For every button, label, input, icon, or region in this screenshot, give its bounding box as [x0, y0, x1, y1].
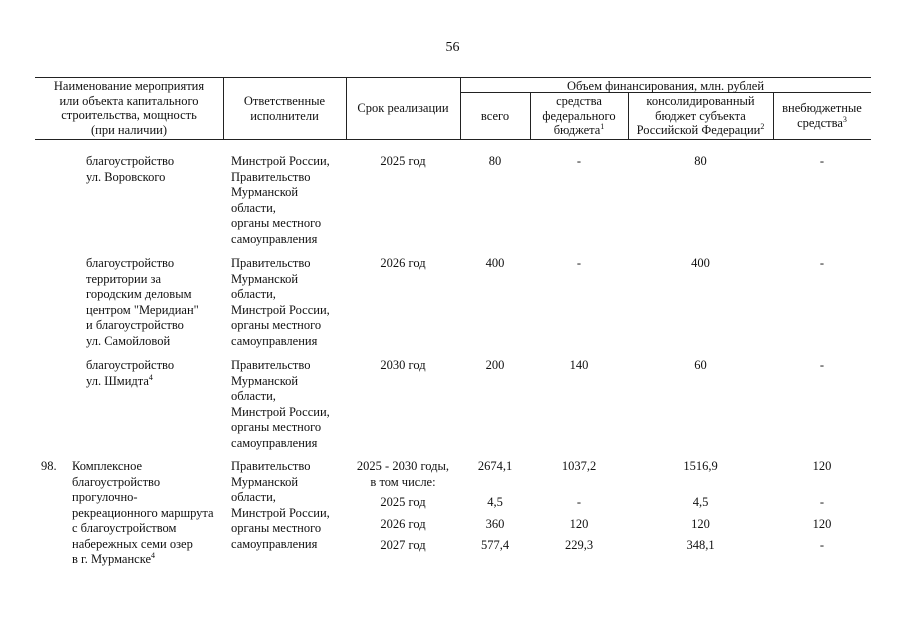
- footnote-mark: 1: [600, 121, 605, 131]
- text-line: прогулочно-: [72, 490, 138, 504]
- header-federal-col: [530, 94, 628, 138]
- header-text: или объекта капитального: [59, 93, 199, 108]
- text-line: территории за: [86, 271, 161, 286]
- text-line: ул. Самойловой: [86, 333, 171, 348]
- text-line: рекреационного маршрута: [72, 505, 214, 520]
- header-top-rule: [35, 77, 871, 78]
- text-line: Правительство: [231, 169, 311, 184]
- text-line: городским деловым: [86, 287, 192, 301]
- text-line: в том числе:: [370, 474, 436, 489]
- text-line: благоустройство: [86, 256, 175, 270]
- row-consolidated: 348,1: [686, 538, 715, 552]
- text-line: [72, 552, 227, 568]
- header-extrabudget-col: [773, 101, 871, 130]
- row-consolidated: 80: [694, 154, 707, 168]
- header-consolidated-col: [628, 94, 773, 138]
- text-line: органы местного: [231, 521, 322, 535]
- row-federal: 1037,2: [561, 459, 597, 473]
- row-executors: [231, 459, 346, 552]
- header-text: [773, 116, 871, 131]
- text-line: Мурманской: [231, 271, 299, 286]
- row-extrabudget: 120: [812, 459, 832, 473]
- row-term: 2026 год: [380, 256, 426, 270]
- text-line: области,: [231, 389, 276, 403]
- text-line: ул. Шмидта: [86, 373, 149, 388]
- row-name: [86, 256, 226, 349]
- row-name: [86, 154, 226, 185]
- row-extrabudget: -: [819, 495, 825, 509]
- header-text: [628, 123, 773, 138]
- header-text: консолидированный: [646, 94, 755, 108]
- text-line: набережных семи озер: [72, 536, 193, 551]
- header-text: [530, 123, 628, 138]
- row-total: 577,4: [480, 538, 510, 552]
- header-text: средства: [797, 115, 843, 130]
- text-line: Мурманской: [231, 474, 299, 489]
- row-consolidated: 120: [691, 517, 710, 531]
- header-bottom-rule: [35, 139, 871, 140]
- row-consolidated: 1516,9: [683, 459, 718, 473]
- text-line: самоуправления: [231, 536, 318, 551]
- row-total: 80: [488, 154, 502, 168]
- row-federal: -: [576, 256, 582, 270]
- text-line: Правительство: [231, 358, 311, 372]
- row-total: 200: [485, 358, 505, 372]
- row-total: 400: [485, 256, 505, 270]
- text-line: в г. Мурманске: [72, 552, 152, 566]
- header-funding-group: Объем финансирования, млн. рублей: [566, 79, 765, 93]
- row-extrabudget: -: [819, 538, 825, 552]
- row-consolidated: 400: [691, 256, 710, 270]
- row-term: [346, 459, 460, 490]
- text-line: Минстрой России,: [231, 154, 330, 168]
- text-line: и благоустройство: [86, 318, 184, 332]
- row-extrabudget: 120: [812, 517, 832, 531]
- row-term: 2027 год: [380, 538, 426, 552]
- footnote-mark: 2: [760, 121, 765, 131]
- text-line: органы местного: [231, 318, 322, 332]
- header-text: (при наличии): [90, 122, 168, 137]
- text-line: центром "Меридиан": [86, 302, 199, 317]
- row-extrabudget: -: [819, 154, 825, 168]
- text-line: благоустройство: [86, 154, 175, 168]
- row-number: 98.: [41, 459, 57, 473]
- text-line: благоустройство: [86, 358, 175, 372]
- text-line: [86, 374, 226, 390]
- row-extrabudget: -: [819, 256, 825, 270]
- row-federal: 140: [569, 358, 589, 372]
- row-federal: 229,3: [564, 538, 594, 552]
- footnote-mark: 3: [842, 114, 847, 124]
- header-text: внебюджетные: [782, 101, 862, 115]
- header-text: средства: [556, 94, 602, 108]
- row-total: 360: [485, 517, 505, 531]
- row-term: 2025 год: [380, 154, 426, 168]
- text-line: Минстрой России,: [231, 505, 330, 520]
- text-line: области,: [231, 287, 276, 301]
- row-extrabudget: -: [819, 358, 825, 372]
- text-line: Минстрой России,: [231, 404, 330, 419]
- header-executors-col: [223, 94, 346, 123]
- row-total: 2674,1: [477, 459, 513, 473]
- text-line: 2025 - 2030 годы,: [356, 459, 450, 473]
- footnote-mark: 4: [151, 550, 156, 560]
- text-line: с благоустройством: [72, 521, 177, 535]
- row-consolidated: 60: [694, 358, 707, 372]
- text-line: самоуправления: [231, 231, 318, 246]
- row-total: 4,5: [487, 495, 503, 509]
- text-line: самоуправления: [231, 333, 318, 348]
- row-federal: -: [576, 495, 582, 509]
- row-executors: [231, 154, 346, 247]
- header-text: строительства, мощность: [61, 108, 197, 122]
- row-term: 2026 год: [380, 517, 426, 531]
- text-line: Правительство: [231, 256, 311, 270]
- text-line: самоуправления: [231, 435, 318, 450]
- text-line: ул. Воровского: [86, 169, 166, 184]
- text-line: Минстрой России,: [231, 302, 330, 317]
- text-line: области,: [231, 200, 276, 215]
- text-line: Правительство: [231, 459, 311, 473]
- header-text: Российской Федерации: [636, 123, 761, 137]
- header-term-col: Срок реализации: [357, 101, 449, 115]
- row-term: 2025 год: [380, 495, 426, 509]
- row-consolidated: 4,5: [692, 495, 709, 509]
- row-executors: [231, 256, 346, 349]
- row-name: [86, 358, 226, 389]
- text-line: Комплексное: [72, 459, 143, 473]
- header-text: бюджета: [553, 123, 601, 137]
- row-name: [72, 459, 227, 568]
- text-line: органы местного: [231, 420, 322, 434]
- text-line: благоустройство: [72, 474, 161, 489]
- header-text: бюджет субъекта: [655, 108, 746, 123]
- row-term: 2030 год: [380, 358, 426, 372]
- header-name-col: [35, 79, 223, 137]
- header-text: федерального: [542, 108, 616, 123]
- header-text: Ответственные: [243, 94, 326, 108]
- text-line: области,: [231, 490, 276, 504]
- header-text: исполнители: [250, 108, 319, 123]
- text-line: Мурманской: [231, 185, 299, 199]
- row-federal: 120: [569, 517, 589, 531]
- header-text: Наименование мероприятия: [53, 79, 205, 93]
- text-line: Мурманской: [231, 373, 299, 388]
- text-line: органы местного: [231, 216, 322, 230]
- footnote-mark: 4: [148, 372, 153, 382]
- row-federal: -: [576, 154, 582, 168]
- row-executors: [231, 358, 346, 451]
- page-number: 56: [445, 40, 460, 55]
- header-total-col: всего: [480, 109, 510, 123]
